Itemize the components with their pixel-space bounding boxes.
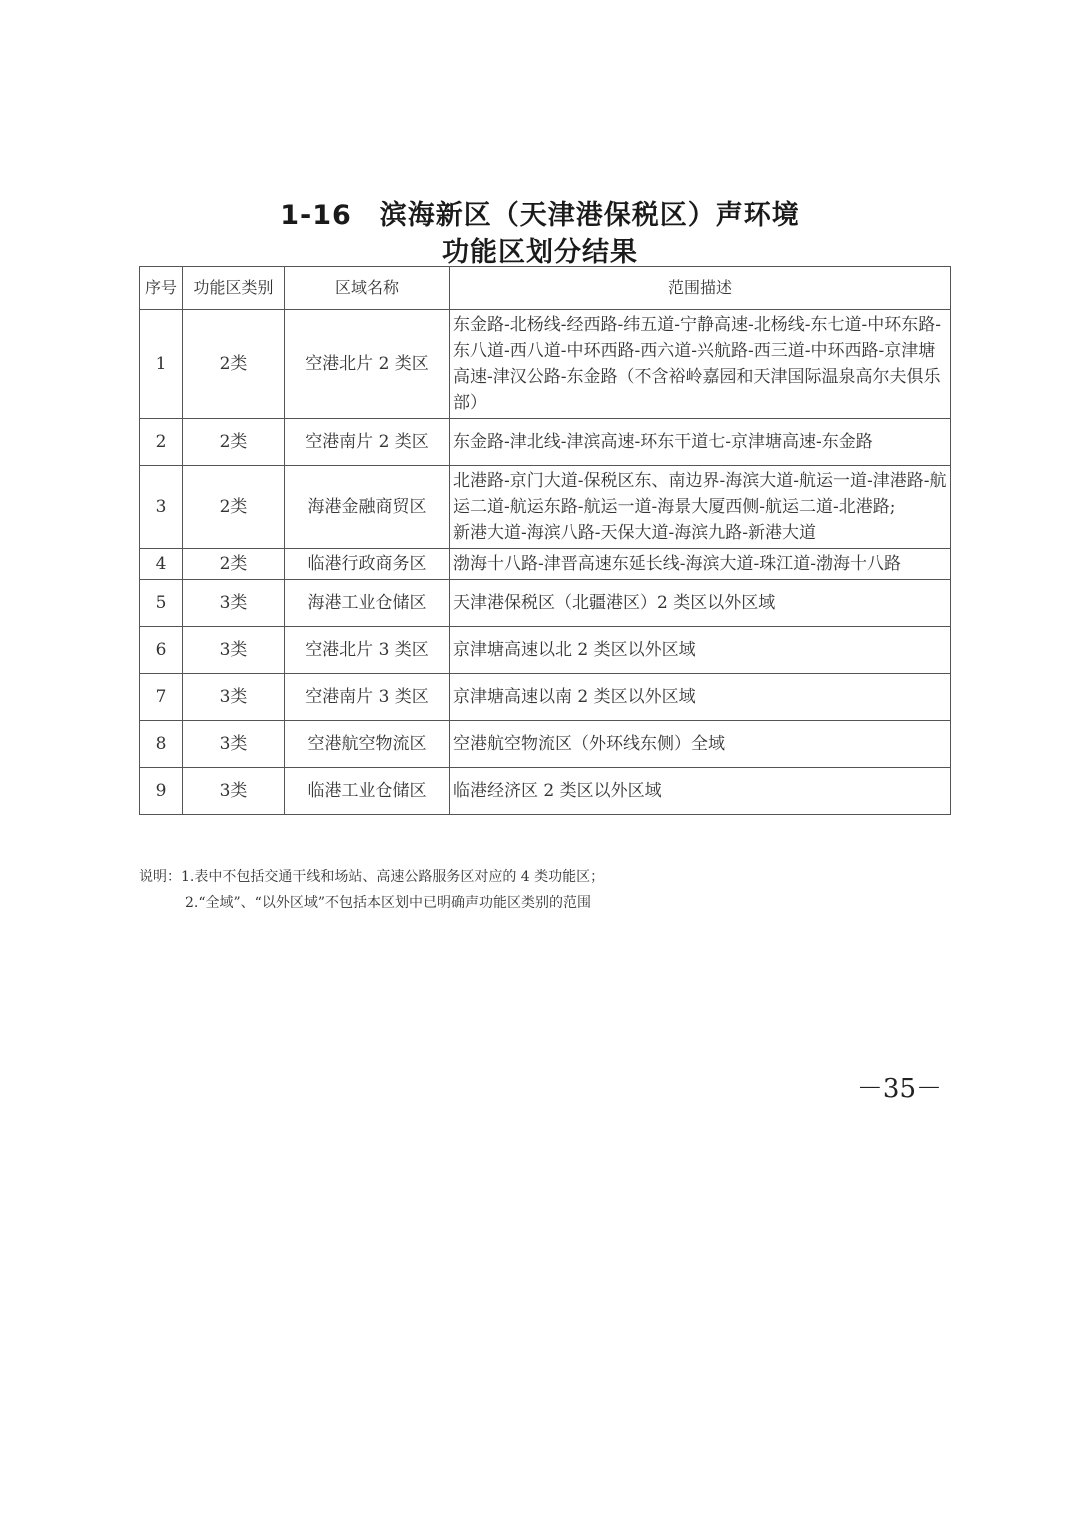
header-no: 序号 [140, 267, 183, 310]
header-category: 功能区类别 [183, 267, 285, 310]
row-area-name: 海港金融商贸区 [285, 466, 450, 549]
header-range: 范围描述 [450, 267, 951, 310]
row-no: 7 [140, 674, 183, 721]
row-category: 3类 [183, 768, 285, 815]
row-range: 京津塘高速以北 2 类区以外区域 [450, 627, 951, 674]
row-area-name: 空港南片 2 类区 [285, 419, 450, 466]
row-range: 东金路-北杨线-经西路-纬五道-宁静高速-北杨线-东七道-中环东路-东八道-西八道-中环西路-西六道-兴航路-西三道-中环西路-京津塘高速-津汉公路-东金路（不含裕岭嘉园和天津国际温泉高尔夫俱乐部） [450, 310, 951, 419]
row-no: 5 [140, 580, 183, 627]
table-notes [139, 864, 604, 916]
table-header-row [140, 267, 951, 310]
row-no: 1 [140, 310, 183, 419]
table-row [140, 580, 951, 627]
row-no: 9 [140, 768, 183, 815]
table-row [140, 768, 951, 815]
zone-table [139, 266, 951, 815]
row-area-name: 空港北片 2 类区 [285, 310, 450, 419]
row-category: 2类 [183, 419, 285, 466]
table-row [140, 674, 951, 721]
row-category: 3类 [183, 721, 285, 768]
table-row [140, 419, 951, 466]
doc-title-line2: 功能区划分结果 [442, 237, 638, 268]
row-category: 2类 [183, 549, 285, 580]
table-row [140, 627, 951, 674]
row-category: 3类 [183, 580, 285, 627]
row-area-name: 临港行政商务区 [285, 549, 450, 580]
row-range: 临港经济区 2 类区以外区域 [450, 768, 951, 815]
row-range: 空港航空物流区（外环线东侧）全域 [450, 721, 951, 768]
row-category: 2类 [183, 466, 285, 549]
row-area-name: 海港工业仓储区 [285, 580, 450, 627]
row-no: 3 [140, 466, 183, 549]
row-category: 3类 [183, 674, 285, 721]
row-no: 4 [140, 549, 183, 580]
row-no: 8 [140, 721, 183, 768]
row-category: 3类 [183, 627, 285, 674]
table-row [140, 721, 951, 768]
table-row [140, 466, 951, 549]
page-number: －35－ [856, 1074, 942, 1104]
row-range: 北港路-京门大道-保税区东、南边界-海滨大道-航运一道-津港路-航运二道-航运东路-航运一道-海景大厦西侧-航运二道-北港路; 新港大道-海滨八路-天保大道-海滨九路-新港大道 [450, 466, 951, 549]
row-no: 6 [140, 627, 183, 674]
doc-title-line1: 1-16 滨海新区（天津港保税区）声环境 [280, 200, 800, 231]
row-category: 2类 [183, 310, 285, 419]
note-line-2: 2.“全域”、“以外区域”不包括本区划中已明确声功能区类别的范围 [185, 895, 591, 911]
row-range: 东金路-津北线-津滨高速-环东干道七-京津塘高速-东金路 [450, 419, 951, 466]
row-area-name: 空港南片 3 类区 [285, 674, 450, 721]
table-row [140, 549, 951, 580]
row-area-name: 空港北片 3 类区 [285, 627, 450, 674]
table-row [140, 310, 951, 419]
row-area-name: 临港工业仓储区 [285, 768, 450, 815]
row-no: 2 [140, 419, 183, 466]
row-range: 渤海十八路-津晋高速东延长线-海滨大道-珠江道-渤海十八路 [450, 549, 951, 580]
header-area-name: 区域名称 [285, 267, 450, 310]
note-line-1: 说明：1.表中不包括交通干线和场站、高速公路服务区对应的 4 类功能区； [139, 869, 605, 885]
row-range: 京津塘高速以南 2 类区以外区域 [450, 674, 951, 721]
row-area-name: 空港航空物流区 [285, 721, 450, 768]
row-range: 天津港保税区（北疆港区）2 类区以外区域 [450, 580, 951, 627]
